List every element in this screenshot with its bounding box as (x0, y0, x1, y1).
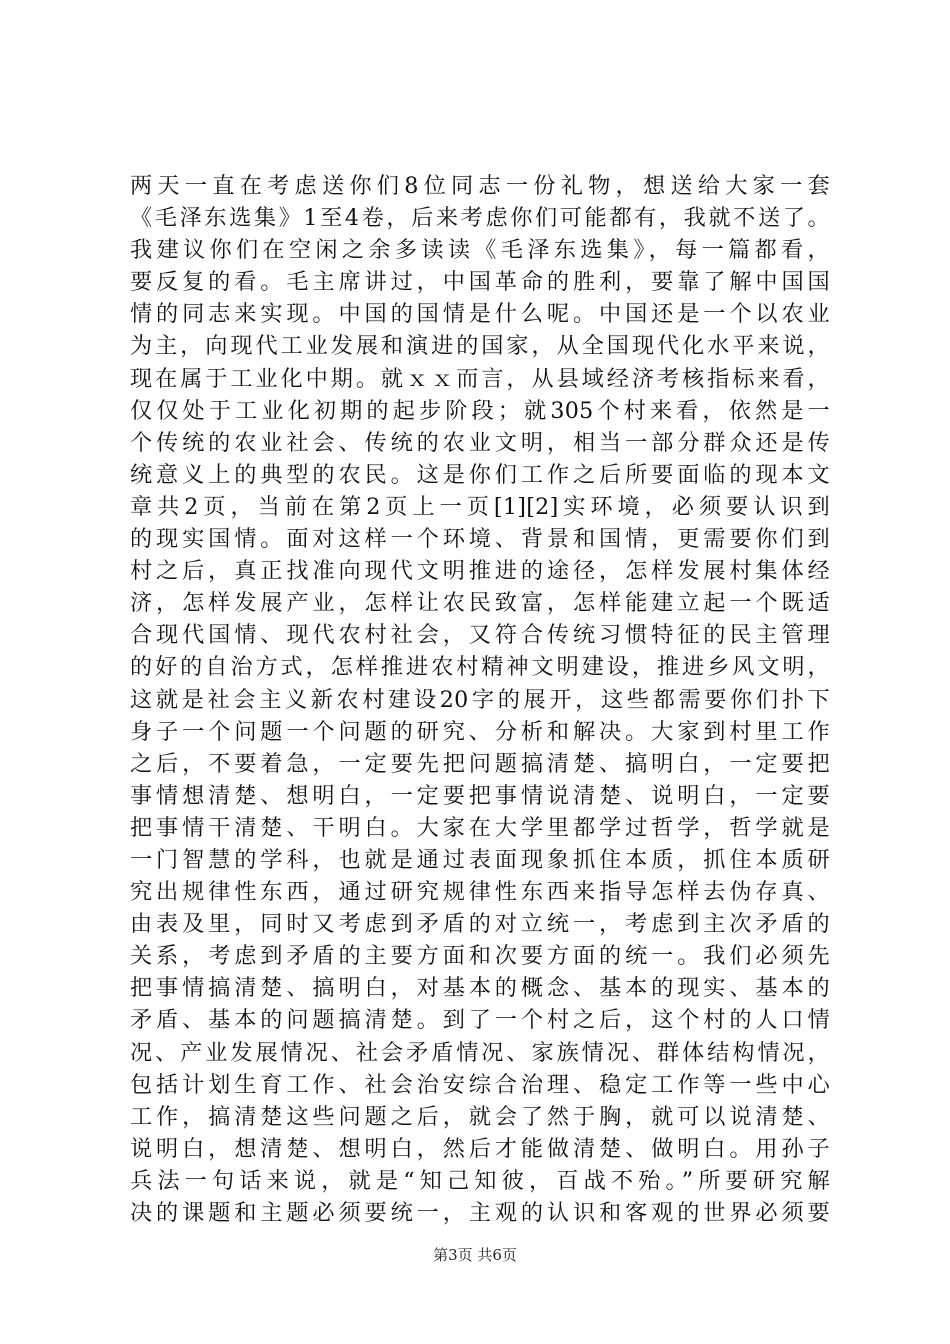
text-line: 工作，搞清楚这些问题之后，就会了然于胸，就可以说清楚、 (130, 1103, 830, 1130)
page-number-footer: 第3页 共6页 (433, 1246, 517, 1264)
text-line: 关系，考虑到矛盾的主要方面和次要方面的统一。我们必须先 (130, 943, 830, 970)
text-line: 决的课题和主题必须要统一，主观的认识和客观的世界必须要 (130, 1200, 830, 1226)
text-line: 把事情搞清楚、搞明白，对基本的概念、基本的现实、基本的 (130, 975, 830, 1002)
text-line: 究出规律性东西，通过研究规律性东西来指导怎样去伪存真、 (130, 879, 830, 906)
text-line: 情的同志来实现。中国的国情是什么呢。中国还是一个以农业 (130, 301, 830, 328)
text-line: 兵法一句话来说，就是“知己知彼，百战不殆。”所要研究解 (130, 1167, 830, 1194)
text-line: 包括计划生育工作、社会治安综合治理、稳定工作等一些中心 (130, 1071, 830, 1098)
text-line: 《毛泽东选集》1至4卷，后来考虑你们可能都有，我就不送了。 (130, 205, 830, 232)
text-line: 况、产业发展情况、社会矛盾情况、家族情况、群体结构情况， (130, 1039, 830, 1066)
text-line: 一门智慧的学科，也就是通过表面现象抓住本质，抓住本质研 (130, 846, 830, 873)
text-line: 合现代国情、现代农村社会，又符合传统习惯特征的民主管理 (130, 622, 830, 649)
text-line: 个传统的农业社会、传统的农业文明，相当一部分群众还是传 (130, 429, 830, 456)
text-line: 仅仅处于工业化初期的起步阶段；就305个村来看，依然是一 (130, 397, 830, 424)
text-line: 的现实国情。面对这样一个环境、背景和国情，更需要你们到 (130, 526, 830, 553)
text-line: 现在属于工业化中期。就ｘｘ而言，从县域经济考核指标来看， (130, 365, 830, 392)
text-line: 要反复的看。毛主席讲过，中国革命的胜利，要靠了解中国国 (130, 269, 830, 296)
text-line: 章共2页，当前在第2页上一页[1][2]实环境，必须要认识到 (130, 493, 830, 520)
text-line: 说明白，想清楚、想明白，然后才能做清楚、做明白。用孙子 (130, 1135, 830, 1162)
text-line: 统意义上的典型的农民。这是你们工作之后所要面临的现本文 (130, 461, 830, 488)
text-line: 之后，不要着急，一定要先把问题搞清楚、搞明白，一定要把 (130, 750, 830, 777)
text-line: 矛盾、基本的问题搞清楚。到了一个村之后，这个村的人口情 (130, 1007, 830, 1034)
text-line: 村之后，真正找准向现代文明推进的途径，怎样发展村集体经 (130, 558, 830, 585)
text-line: 为主，向现代工业发展和演进的国家，从全国现代化水平来说， (130, 333, 830, 360)
text-line: 这就是社会主义新农村建设20字的展开，这些都需要你们扑下 (130, 686, 830, 713)
text-line: 把事情干清楚、干明白。大家在大学里都学过哲学，哲学就是 (130, 814, 830, 841)
body-text (130, 170, 830, 1229)
text-line: 事情想清楚、想明白，一定要把事情说清楚、说明白，一定要 (130, 782, 830, 809)
text-line: 身子一个问题一个问题的研究、分析和解决。大家到村里工作 (130, 718, 830, 745)
text-line: 两天一直在考虑送你们8位同志一份礼物，想送给大家一套 (130, 173, 830, 199)
text-line: 由表及里，同时又考虑到矛盾的对立统一，考虑到主次矛盾的 (130, 911, 830, 938)
text-line: 的好的自治方式，怎样推进农村精神文明建设，推进乡风文明， (130, 654, 830, 681)
text-line: 我建议你们在空闲之余多读读《毛泽东选集》，每一篇都看， (130, 237, 830, 264)
text-line: 济，怎样发展产业，怎样让农民致富，怎样能建立起一个既适 (130, 590, 830, 617)
